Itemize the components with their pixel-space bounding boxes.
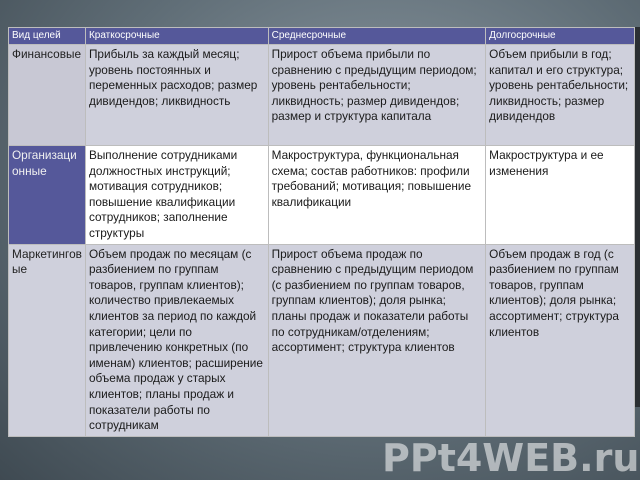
row-type-cell: Финансовые: [9, 45, 86, 146]
long-term-cell: Объем прибыли в год; капитал и его структура; уровень рентабельности; ликвидность; размер дивидендов: [486, 45, 635, 146]
medium-term-cell: Прирост объема прибыли по сравнению с предыдущим периодом; уровень рентабельности; ликвидность; размер дивидендов; размер и структура капитала: [268, 45, 486, 146]
long-term-cell: Объем продаж в год (с разбиением по группам товаров, группам клиентов); доля рынка; ассортимент; структура клиентов: [486, 244, 635, 436]
header-goal-type: Вид целей: [9, 28, 86, 45]
medium-term-cell: Прирост объема продаж по сравнению с предыдущим периодом (с разбиением по группам товаров, группам клиентов); доля рынка; планы продаж и показатели работы по сотрудникам/отделениям; ассортимент; структура клиентов: [268, 244, 486, 436]
short-term-cell: Прибыль за каждый месяц; уровень постоянных и переменных расходов; размер дивидендов; ликвидность: [85, 45, 268, 146]
header-long-term: Долгосрочные: [486, 28, 635, 45]
table-header-row: [9, 28, 635, 45]
header-short-term: Краткосрочные: [85, 28, 268, 45]
table-row: [9, 146, 635, 245]
medium-term-cell: Макроструктура, функциональная схема; состав работников: профили требований; мотивация; повышение квалификации: [268, 146, 486, 245]
row-type-cell: Организационные: [9, 146, 86, 245]
short-term-cell: Выполнение сотрудниками должностных инструкций; мотивация сотрудников; повышение квалификации сотрудников; заполнение структуры: [85, 146, 268, 245]
right-edge-strip: [635, 27, 640, 407]
goals-table-container: [8, 27, 635, 434]
table-row: [9, 45, 635, 146]
row-type-cell: Маркетинговые: [9, 244, 86, 436]
table-row: [9, 244, 635, 436]
long-term-cell: Макроструктура и ее изменения: [486, 146, 635, 245]
short-term-cell: Объем продаж по месяцам (с разбиением по группам товаров, группам клиентов); количество привлекаемых клиентов за период по каждой категории; цели по привлечению конкретных (по именам) клиентов; расширение объема продаж у старых клиентов; планы продаж и показатели работы по сотрудникам: [85, 244, 268, 436]
watermark-logo: PPt4WEB.ru: [382, 436, 640, 480]
goals-table: [8, 27, 635, 437]
header-medium-term: Среднесрочные: [268, 28, 486, 45]
